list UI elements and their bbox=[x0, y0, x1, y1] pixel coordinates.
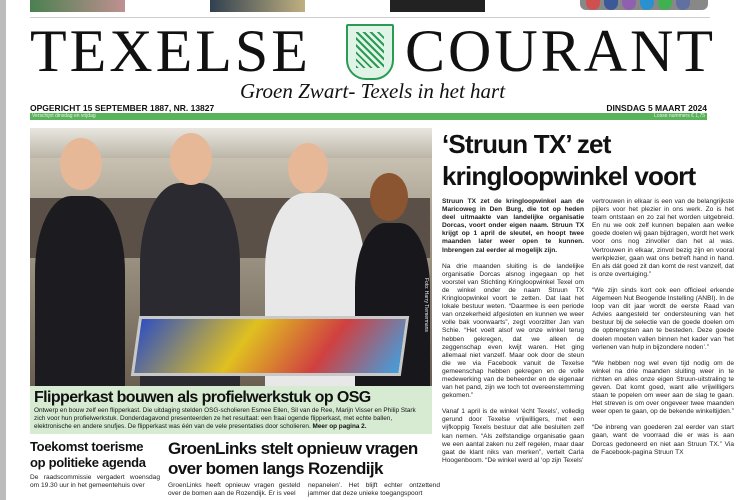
main-col2 bbox=[592, 198, 734, 473]
paragraph: “De inbreng van goederen zal eerder van start gaan, want de voorraad die er was is aan Dorcas gedoneerd en niet aan Struun TX.” Via de Facebook-pagina Struun TX bbox=[592, 424, 734, 456]
green-bar bbox=[30, 113, 707, 120]
person-head bbox=[288, 143, 328, 193]
masthead-title-right: COURANT bbox=[405, 18, 717, 84]
person-head bbox=[170, 133, 212, 185]
person-head bbox=[60, 138, 102, 190]
feature-caption bbox=[30, 386, 432, 434]
feature-text: Ontwerp en bouw zelf een flipperkast. Die uitdaging stelden OSG-scholieren Esmee Ellen, Sil van de Ree, Marijn Visser en Philip Stark zich voor hun profielwerkstuk. Donderdagavond presenteerden ze het resultaat: een fraai ogende flipperkast, met echte ballen, elektronische en andere snufjes. De flipperkast was één van de vele presentaties door scholieren. bbox=[34, 407, 416, 430]
side-headline[interactable]: Toekomst toerisme op politieke agenda bbox=[30, 439, 146, 470]
person bbox=[35, 196, 125, 386]
paragraph: Vanaf 1 april is de winkel ‘écht Texels’, volledig gerund door Texelse vrijwilligers, met een vijfkoppig Texels bestuur dat alle besluiten zelf kan nemen. “Als zelfstandige organisatie gaan we een aantal zaken nu zelf regelen, maar daar gaat de klant niks van merken”, vertelt Carla Hoogenboom. “De winkel werd al ‘op zijn Texels’ bbox=[442, 408, 584, 464]
thumbnail[interactable] bbox=[30, 0, 125, 12]
facebook-icon[interactable] bbox=[604, 0, 618, 10]
main-lead: Struun TX zet de kringloopwinkel aan de Maricoweg in Den Burg, die tot op heden deel uitmaakte van landelijke organisatie Dorcas, voort onder eigen naam. Struun TX krijgt op 1 april de sleutel, en hoopt twee maanden later weer open te kunnen. Inbrengen zal eerder al mogelijk zijn. bbox=[442, 198, 584, 254]
second-headline[interactable]: GroenLinks stelt opnieuw vragen over bomen langs Rozendijk bbox=[168, 439, 418, 478]
more-link[interactable]: Meer op pagina 2. bbox=[312, 423, 367, 430]
page-edge bbox=[0, 0, 6, 500]
main-col1 bbox=[442, 198, 584, 473]
side-article bbox=[30, 439, 160, 498]
second-text-col1: GroenLinks heeft opnieuw vragen gesteld over de bomen aan de Rozendijk. Er is veel bbox=[168, 482, 300, 498]
second-text-col2: nepanelen’. Het blijft echter ontzettend jammer dat deze unieke toegangspoort bbox=[308, 482, 440, 498]
left-area bbox=[30, 128, 440, 498]
instagram-icon[interactable] bbox=[586, 0, 600, 10]
feature-photo[interactable] bbox=[30, 128, 432, 386]
edition-note: Verschijnt dinsdag en vrijdag bbox=[32, 113, 96, 119]
second-article bbox=[168, 439, 440, 498]
main-columns bbox=[442, 198, 734, 473]
coat-of-arms-logo bbox=[346, 24, 394, 80]
side-text: De raadscommissie vergadert woensdag om 19.30 uur in het gemeentehuis over bbox=[30, 474, 160, 490]
main-headline[interactable]: ‘Struun TX’ zet kringloopwinkel voort bbox=[442, 129, 696, 191]
whatsapp-icon[interactable] bbox=[658, 0, 672, 10]
issue-date: DINSDAG 5 MAART 2024 bbox=[606, 103, 707, 113]
bottom-articles bbox=[30, 439, 440, 498]
pinball-machine bbox=[131, 316, 409, 376]
social-share-bar bbox=[580, 0, 708, 10]
paragraph: vertrouwen in elkaar is een van de belangrijkste pijlers voor het plezier in ons werk. Zo is het team ontstaan en zo zal het worden uitgebreid. En nu we ook zelf kunnen bepalen aan welke goede doelen wij gaan bijdragen, wordt het werk voor ons nog zinvoller dan het al was. Vertrouwen in elkaar, zinvol bezig zijn en vooral werkplezier, gaan wat ons betreft hand in hand. En als dát goed zit dan komt de rest vanzelf, dat is onze overtuiging.” bbox=[592, 198, 734, 278]
second-columns bbox=[168, 482, 440, 498]
feature-headline[interactable]: Flipperkast bouwen als profielwerkstuk op OSG bbox=[34, 389, 371, 406]
main-article bbox=[442, 128, 734, 473]
masthead-title-left: TEXELSE bbox=[30, 18, 311, 84]
price: Losse nummers € 1,75 bbox=[654, 113, 705, 119]
email-icon[interactable] bbox=[676, 0, 690, 10]
paragraph: “We hebben nog wel even tijd nodig om de winkel na drie maanden sluiting weer in te richten en alles onze eigen Struun-uitstraling te geven. Dat komt goed, want alle vrijwilligers staan te popelen om weer aan de slag te gaan. Het streven is om over ongeveer twee maanden weer open te gaan, op de bekende winkeltijden.” bbox=[592, 359, 734, 416]
thumbnail[interactable] bbox=[390, 0, 485, 12]
pinterest-icon[interactable] bbox=[622, 0, 636, 10]
thumbnail[interactable] bbox=[210, 0, 305, 12]
founded-line: OPGERICHT 15 SEPTEMBER 1887, NR. 13827 bbox=[30, 103, 215, 113]
paragraph: “We zijn sinds kort ook een officieel erkende Algemeen Nut Beogende Instelling (ANBI). In de loop van dit jaar wordt de eerste Raad van Advies aangesteld ter ondersteuning van het bestuur bij de selectie van de goede doelen om de opbrengsten aan te besteden. Deze goede doelen moeten vallen binnen het kader van ‘het verlenen van hulp in bijzondere noden’.” bbox=[592, 286, 734, 351]
motto: Groen Zwart- Texels in het hart bbox=[240, 79, 506, 103]
person-head bbox=[370, 173, 408, 221]
paragraph: Na drie maanden sluiting is de landelijke organisatie Dorcas alsnog ingegaan op het voorstel van Stichting Kringloopwinkel Texel om de winkel onder de naam Struun TX Kringloopwinkel voort te zetten. Dat laat het lokale bestuur weten. “Daarmee is een periode van onzekerheid afgesloten en kunnen we weer volle bak voorwaarts”, zegt voorzitter Jan van Schie. “Het voelt alsof we onze winkel terug hebben gekregen, dat we alleen de zeggenschap even kwijt waren. Het ging allemaal niet vanzelf. Maar ook door de steun die we via Facebook vanuit de Texelse gemeenschap hebben gekregen en de volle medewerking van de beheerder en de eigenaar van het pand, zijn we toch tot overeenstemming gekomen.” bbox=[442, 262, 584, 400]
photo-credit: Foto: Harry Tiemermans bbox=[423, 278, 429, 332]
twitter-icon[interactable] bbox=[640, 0, 654, 10]
